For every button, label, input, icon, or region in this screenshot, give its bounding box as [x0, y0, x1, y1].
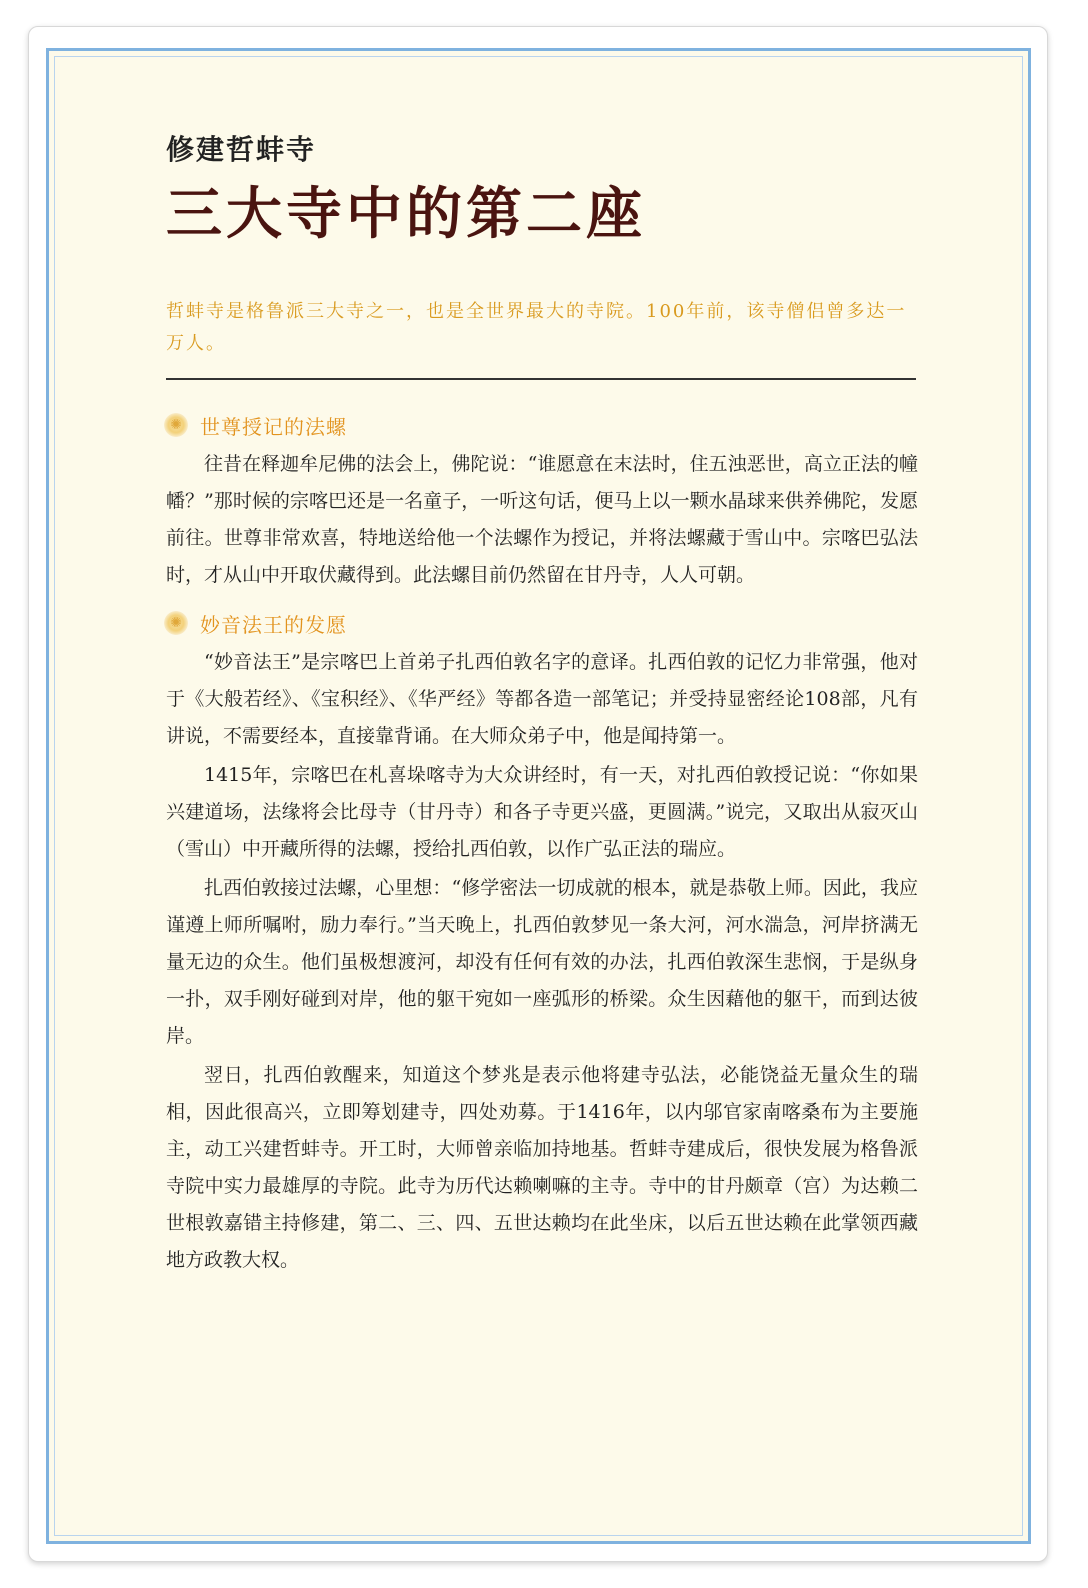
divider-rule [166, 378, 916, 380]
paragraph: 翌日，扎西伯敦醒来，知道这个梦兆是表示他将建寺弘法，必能饶益无量众生的瑞相，因此很高兴，立即筹划建寺，四处劝募。于1416年，以内邬官家南喀桑布为主要施主，动工兴建哲蚌寺。开工时，大师曾亲临加持地基。哲蚌寺建成后，很快发展为格鲁派寺院中实力最雄厚的寺院。此寺为历代达赖喇嘛的主寺。寺中的甘丹颇章（宫）为达赖二世根敦嘉错主持修建，第二、三、四、五世达赖均在此坐床，以后五世达赖在此掌领西藏地方政教大权。 [166, 1064, 918, 1271]
paragraph: 扎西伯敦接过法螺，心里想：“修学密法一切成就的根本，就是恭敬上师。因此，我应谨遵上师所嘱咐，励力奉行。”当天晚上，扎西伯敦梦见一条大河，河水湍急，河岸挤满无量无边的众生。他们虽极想渡河，却没有任何有效的办法，扎西伯敦深生悲悯，于是纵身一扑，双手刚好碰到对岸，他的躯干宛如一座弧形的桥梁。众生因藉他的躯干，而到达彼岸。 [166, 877, 918, 1047]
section-heading [166, 608, 918, 638]
paragraph: “妙音法王”是宗喀巴上首弟子扎西伯敦名字的意译。扎西伯敦的记忆力非常强，他对于《大般若经》、《宝积经》、《华严经》等都各造一部笔记；并受持显密经论108部，凡有讲说，不需要经本，直接靠背诵。在大师众弟子中，他是闻持第一。 [166, 651, 918, 747]
section-title: 妙音法王的发愿 [200, 612, 347, 637]
section-title: 世尊授记的法螺 [200, 414, 347, 439]
article-kicker: 修建哲蚌寺 [166, 133, 317, 166]
paragraph: 往昔在释迦牟尼佛的法会上，佛陀说：“谁愿意在末法时，住五浊恶世，高立正法的幢幡？”那时候的宗喀巴还是一名童子，一听这句话，便马上以一颗水晶球来供养佛陀，发愿前往。世尊非常欢喜，特地送给他一个法螺作为授记，并将法螺藏于雪山中。宗喀巴弘法时，才从山中开取伏藏得到。此法螺目前仍然留在甘丹寺，人人可朝。 [166, 453, 918, 586]
article [166, 128, 918, 1279]
dharma-wheel-icon: ✺ [164, 611, 188, 635]
article-lead: 哲蚌寺是格鲁派三大寺之一，也是全世界最大的寺院。100年前，该寺僧侣曾多达一万人。 [166, 301, 907, 354]
dharma-wheel-icon: ✺ [164, 413, 188, 437]
section-conch-prophecy [166, 410, 918, 594]
section-manjughosha-vow [166, 608, 918, 1279]
paragraph: 1415年，宗喀巴在札喜垛喀寺为大众讲经时，有一天，对扎西伯敦授记说：“你如果兴建道场，法缘将会比母寺（甘丹寺）和各子寺更兴盛，更圆满。”说完，又取出从寂灭山（雪山）中开藏所得的法螺，授给扎西伯敦，以作广弘正法的瑞应。 [166, 764, 918, 860]
article-title: 三大寺中的第二座 [166, 181, 646, 247]
section-heading [166, 410, 918, 440]
